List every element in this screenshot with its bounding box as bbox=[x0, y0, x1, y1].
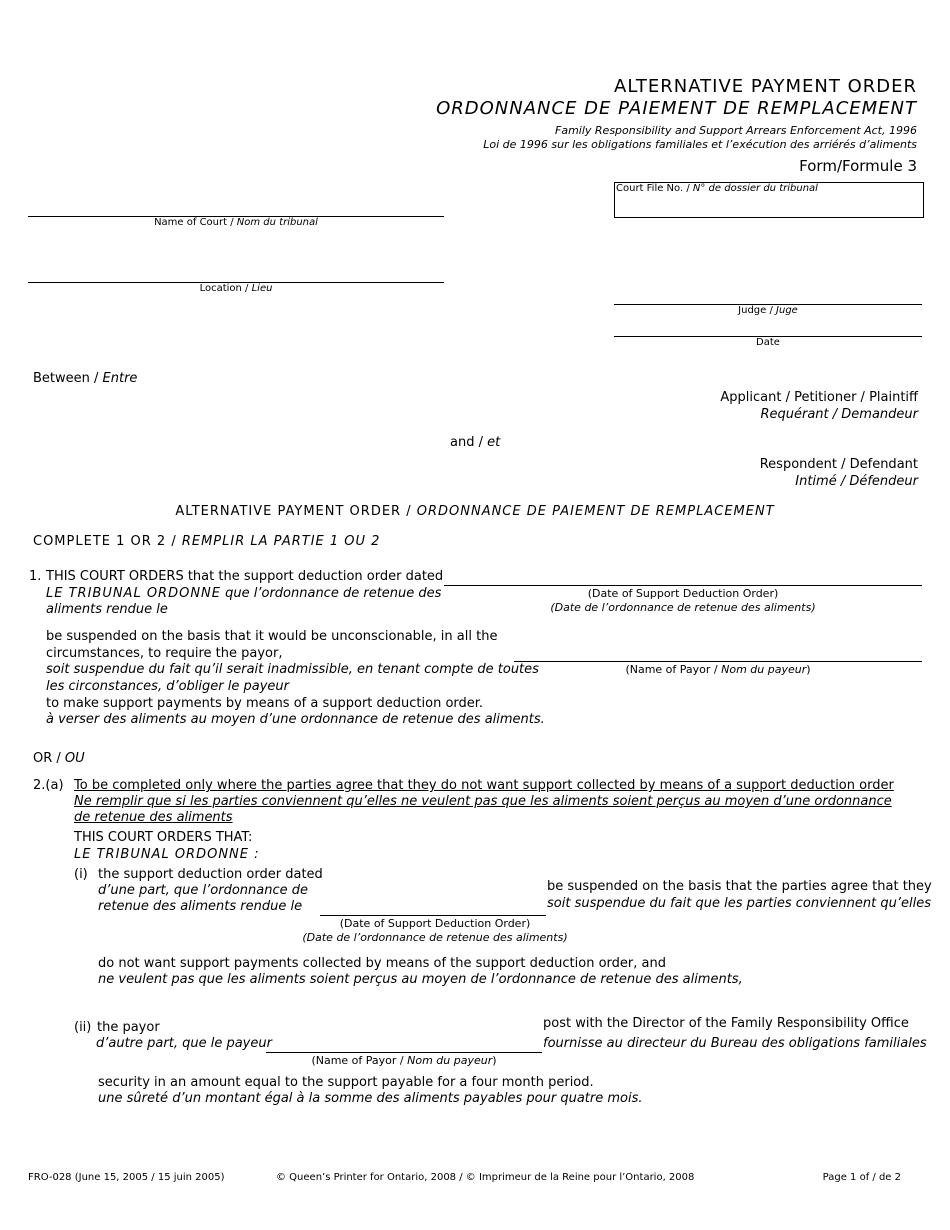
between-label: Between / Entre bbox=[33, 371, 138, 386]
section1-payor-label: (Name of Payor / Nom du payeur) bbox=[625, 663, 811, 676]
section2-i-para2: ne veulent pas que les aliments soient perçus au moyen de l’ordonnance de retenue des aliments, bbox=[98, 972, 743, 987]
section1-date-field[interactable] bbox=[444, 585, 922, 586]
section1-para3: soit suspendue du fait qu’il serait inadmissible, en tenant compte de toutes bbox=[46, 662, 539, 677]
section2-ii-line2: d’autre part, que le payeur bbox=[96, 1036, 272, 1051]
applicant-label-en: Applicant / Petitioner / Plaintiff bbox=[720, 390, 918, 405]
act-name-fr: Loi de 1996 sur les obligations familiales et l’exécution des arriérés d’aliments bbox=[483, 138, 917, 151]
section2-ii-payor-label: (Name of Payor / Nom du payeur) bbox=[311, 1054, 497, 1067]
and-label: and / et bbox=[450, 435, 501, 450]
section2-condition-fr1: Ne remplir que si les parties conviennent qu’elles ne veulent pas que les aliments soient perçus au moyen d’une ordonnance bbox=[74, 794, 892, 809]
section1-date-label-en: (Date of Support Deduction Order) bbox=[587, 587, 779, 600]
section2-i-line3: retenue des aliments rendue le bbox=[98, 899, 303, 914]
section2-orders-en: THIS COURT ORDERS THAT: bbox=[74, 830, 253, 845]
section2-ii-right1: post with the Director of the Family Responsibility Office bbox=[543, 1016, 909, 1031]
footer-page-number: Page 1 of / de 2 bbox=[822, 1172, 901, 1183]
section1-line2: LE TRIBUNAL ORDONNE que l’ordonnance de retenue des bbox=[46, 586, 442, 601]
section2-ii-para2: une sûreté d’un montant égal à la somme des aliments payables pour quatre mois. bbox=[98, 1091, 643, 1106]
judge-label: Judge / Juge bbox=[738, 305, 798, 316]
location-label: Location / Lieu bbox=[199, 283, 273, 294]
form-number: Form/Formule 3 bbox=[799, 157, 917, 175]
section2-ii-para1: security in an amount equal to the support payable for a four month period. bbox=[98, 1075, 594, 1090]
section2-condition-fr2: de retenue des aliments bbox=[74, 810, 233, 825]
or-label: OR / OU bbox=[33, 751, 85, 766]
form-title-fr: ORDONNANCE DE PAIEMENT DE REMPLACEMENT bbox=[436, 98, 917, 119]
section1-para1: be suspended on the basis that it would be unconscionable, in all the bbox=[46, 629, 498, 644]
section2-i-date-label-fr: (Date de l’ordonnance de retenue des aliments) bbox=[302, 931, 568, 944]
act-name-en: Family Responsibility and Support Arrears Enforcement Act, 1996 bbox=[555, 124, 917, 137]
section2-i-date-field[interactable] bbox=[320, 915, 546, 916]
section1-para2: circumstances, to require the payor, bbox=[46, 646, 283, 661]
section2-i-right2: soit suspendue du fait que les parties conviennent qu’elles bbox=[547, 896, 931, 911]
section1-line3: aliments rendue le bbox=[46, 602, 168, 617]
section1-payor-field[interactable] bbox=[514, 661, 922, 662]
section1-para6: à verser des aliments au moyen d’une ordonnance de retenue des aliments. bbox=[46, 712, 545, 727]
footer-copyright: © Queen’s Printer for Ontario, 2008 / © Imprimeur de la Reine pour l’Ontario, 2008 bbox=[276, 1172, 695, 1183]
court-file-no-field[interactable] bbox=[614, 182, 924, 218]
section2-number: 2.(a) bbox=[33, 778, 64, 793]
court-file-no-label: Court File No. / N° de dossier du tribunal bbox=[616, 183, 818, 194]
section2-i-right1: be suspended on the basis that the parties agree that they bbox=[547, 879, 932, 894]
applicant-label-fr: Requérant / Demandeur bbox=[760, 407, 918, 422]
section2-i-number: (i) bbox=[74, 867, 88, 882]
complete-instruction: COMPLETE 1 OR 2 / REMPLIR LA PARTIE 1 OU 2 bbox=[33, 534, 381, 549]
section2-i-para1: do not want support payments collected by means of the support deduction order, and bbox=[98, 956, 666, 971]
section2-i-line2: d’une part, que l’ordonnance de bbox=[98, 883, 308, 898]
name-of-court-label: Name of Court / Nom du tribunal bbox=[154, 217, 318, 228]
section2-ii-right2: fournisse au directeur du Bureau des obligations familiales bbox=[543, 1036, 927, 1051]
section2-i-date-label-en: (Date of Support Deduction Order) bbox=[339, 917, 531, 930]
section1-para5: to make support payments by means of a support deduction order. bbox=[46, 696, 484, 711]
respondent-label-fr: Intimé / Défendeur bbox=[795, 474, 918, 489]
section2-i-line1: the support deduction order dated bbox=[98, 867, 323, 882]
section2-condition-en: To be completed only where the parties agree that they do not want support collected by means of a support deduction order bbox=[74, 778, 894, 793]
order-heading: ALTERNATIVE PAYMENT ORDER / ORDONNANCE DE PAIEMENT DE REMPLACEMENT bbox=[175, 504, 775, 519]
date-label: Date bbox=[756, 337, 780, 348]
section2-ii-payor-field[interactable] bbox=[266, 1052, 542, 1053]
section2-ii-line1: the payor bbox=[97, 1020, 160, 1035]
form-title-en: ALTERNATIVE PAYMENT ORDER bbox=[614, 76, 917, 97]
section1-line1: THIS COURT ORDERS that the support deduction order dated bbox=[46, 569, 444, 584]
footer-form-id: FRO-028 (June 15, 2005 / 15 juin 2005) bbox=[28, 1172, 225, 1183]
respondent-label-en: Respondent / Defendant bbox=[759, 457, 918, 472]
section1-number: 1. bbox=[29, 569, 42, 584]
section2-ii-number: (ii) bbox=[74, 1020, 92, 1035]
section2-orders-fr: LE TRIBUNAL ORDONNE : bbox=[74, 847, 260, 862]
section1-date-label-fr: (Date de l’ordonnance de retenue des aliments) bbox=[550, 601, 816, 614]
section1-para4: les circonstances, d’obliger le payeur bbox=[46, 679, 289, 694]
